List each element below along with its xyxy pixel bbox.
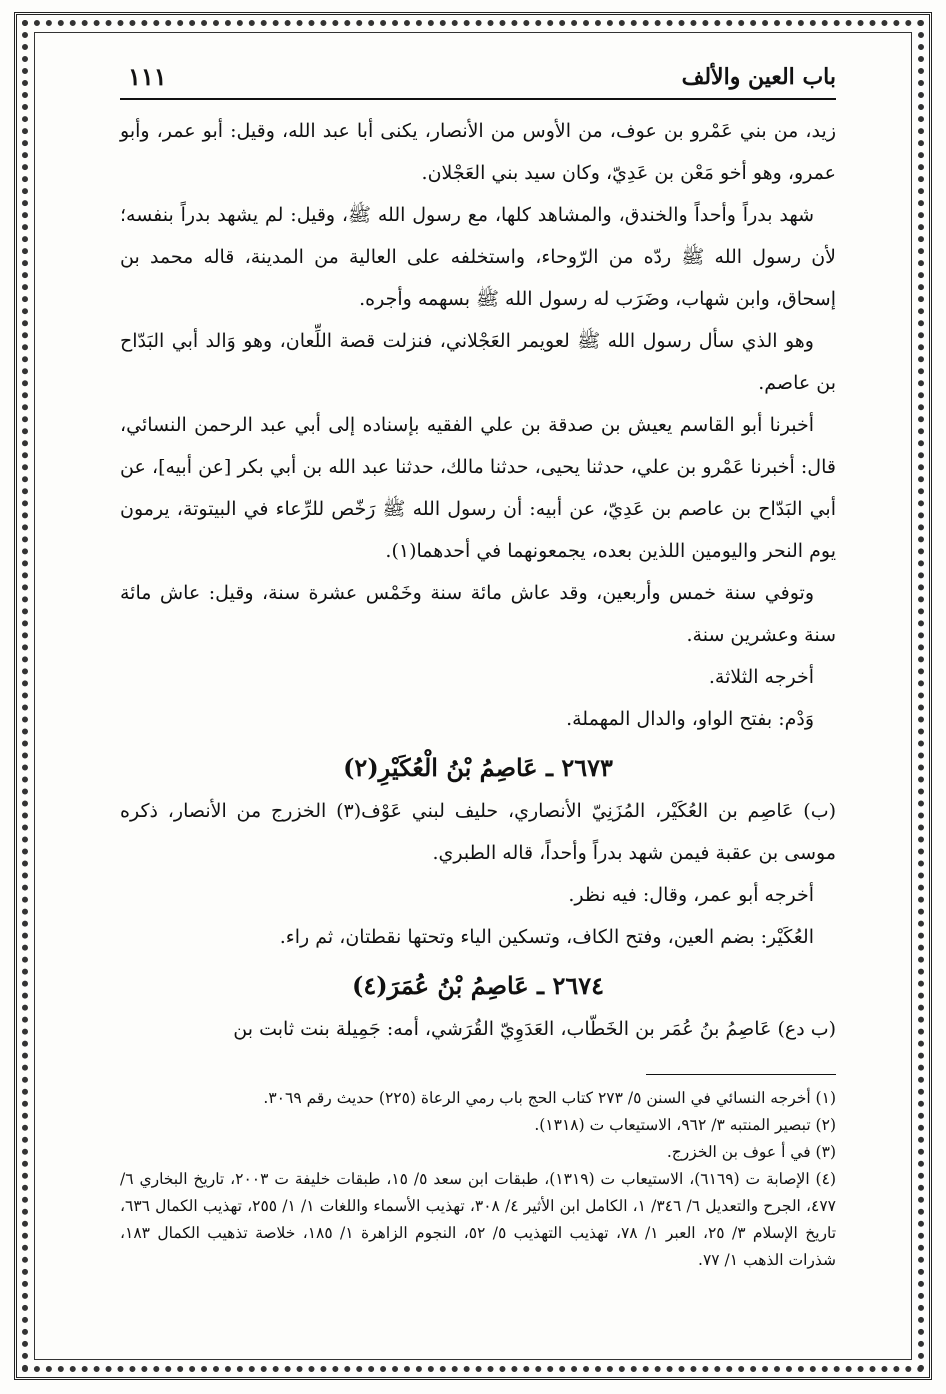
paragraph: (ب) عَاصِم بن العُكَيْر، المُزَنِيّ الأنصاري، حليف لبني عَوْف(٣) الخزرج من الأنصار، ذكره موسى بن عقبة فيمن شهد بدراً وأحداً، قاله الطبري. <box>120 800 836 864</box>
footnotes <box>120 1085 836 1274</box>
footnote: (١) أخرجه النسائي في السنن ٥/ ٢٧٣ كتاب الحج باب رمي الرعاة (٢٢٥) حديث رقم ٣٠٦٩. <box>263 1089 836 1107</box>
book-page <box>120 60 836 1350</box>
paragraph: زيد، من بني عَمْرو بن عوف، من الأوس من الأنصار، يكنى أبا عبد الله، وقيل: أبو عمر، وأبو عمرو، وهو أخو مَعْن بن عَدِيّ، وكان سيد بني العَجْلان. <box>120 120 836 184</box>
paragraph: شهد بدراً وأحداً والخندق، والمشاهد كلها، مع رسول الله ﷺ، وقيل: لم يشهد بدراً بنفسه؛ لأن رسول الله ﷺ ردّه من الرّوحاء، واستخلفه على العالية من المدينة، قاله محمد بن إسحاق، وابن شهاب، وضَرَب له رسول الله ﷺ بسهمه وأجره. <box>120 204 836 310</box>
paragraph: (ب دع) عَاصِمُ بنُ عُمَر بن الخَطّاب، العَدَوِيّ القُرَشي، أمه: جَمِيلة بنت ثابت بن <box>233 1018 836 1040</box>
paragraph: أخبرنا أبو القاسم يعيش بن صدقة بن علي الفقيه بإسناده إلى أبي عبد الرحمن النسائي، قال: أخبرنا عَمْرو بن علي، حدثنا يحيى، حدثنا مالك، حدثنا عبد الله بن أبي بكر [عن أبيه]، عن أبي البَدّاح بن عاصم بن عَدِيّ، عن أبيه: أن رسول الله ﷺ رَخّص للرِّعاء في البيتوتة، يرمون يوم النحر واليومين اللذين بعده، يجمعونهما في أحدهما(١). <box>120 414 836 562</box>
paragraph: وَدْم: بفتح الواو، والدال المهملة. <box>566 708 814 730</box>
footnote-separator <box>646 1074 836 1075</box>
paragraph: وتوفي سنة خمس وأربعين، وقد عاش مائة سنة وخَمْس عشرة سنة، وقيل: عاش مائة سنة وعشرين سنة. <box>120 582 836 646</box>
footnote: (٣) في أ عوف بن الخزرج. <box>666 1143 836 1161</box>
entry-heading-2674: ٢٦٧٤ ـ عَاصِمُ بْنُ عُمَرَ(٤) <box>352 971 604 1000</box>
running-header <box>120 60 836 98</box>
chapter-title: باب العين والألف <box>681 64 836 90</box>
paragraph: أخرجه أبو عمر، وقال: فيه نظر. <box>568 884 814 906</box>
entry-heading-2673: ٢٦٧٣ ـ عَاصِمُ بْنُ الْعُكَيْرِ(٢) <box>343 753 613 782</box>
header-rule <box>120 98 836 100</box>
paragraph: العُكَيْر: بضم العين، وفتح الكاف، وتسكين الياء وتحتها نقطتان، ثم راء. <box>279 926 814 948</box>
paragraph: أخرجه الثلاثة. <box>708 666 814 688</box>
main-text <box>120 110 836 1050</box>
page-number: ١١١ <box>128 62 167 91</box>
footnote: (٢) تبصير المنتبه ٣/ ٩٦٢، الاستيعاب ت (١٣١٨). <box>534 1116 836 1134</box>
footnote: (٤) الإصابة ت (٦١٦٩)، الاستيعاب ت (١٣١٩)، طبقات ابن سعد ٥/ ١٥، طبقات خليفة ت ٢٠٠٣، تاريخ البخاري ٦/ ٤٧٧، الجرح والتعديل ٦/ ٣٤٦/ ١، الكامل ابن الأثير ٤/ ٣٠٨، تهذيب الأسماء واللغات ١/ ١/ ٢٥٥، تهذيب الكمال ٦٣٦، تاريخ الإسلام ٣/ ٢٥، العبر ١/ ٧٨، تهذيب التهذيب ٥/ ٥٢، النجوم الزاهرة ١/ ١٨٥، خلاصة تذهيب الكمال ١٨٣، شذرات الذهب ١/ ٧٧. <box>120 1170 837 1269</box>
paragraph: وهو الذي سأل رسول الله ﷺ لعويمر العَجْلاني، فنزلت قصة اللِّعان، وهو وَالد أبي البَدّاح بن عاصم. <box>120 330 836 394</box>
